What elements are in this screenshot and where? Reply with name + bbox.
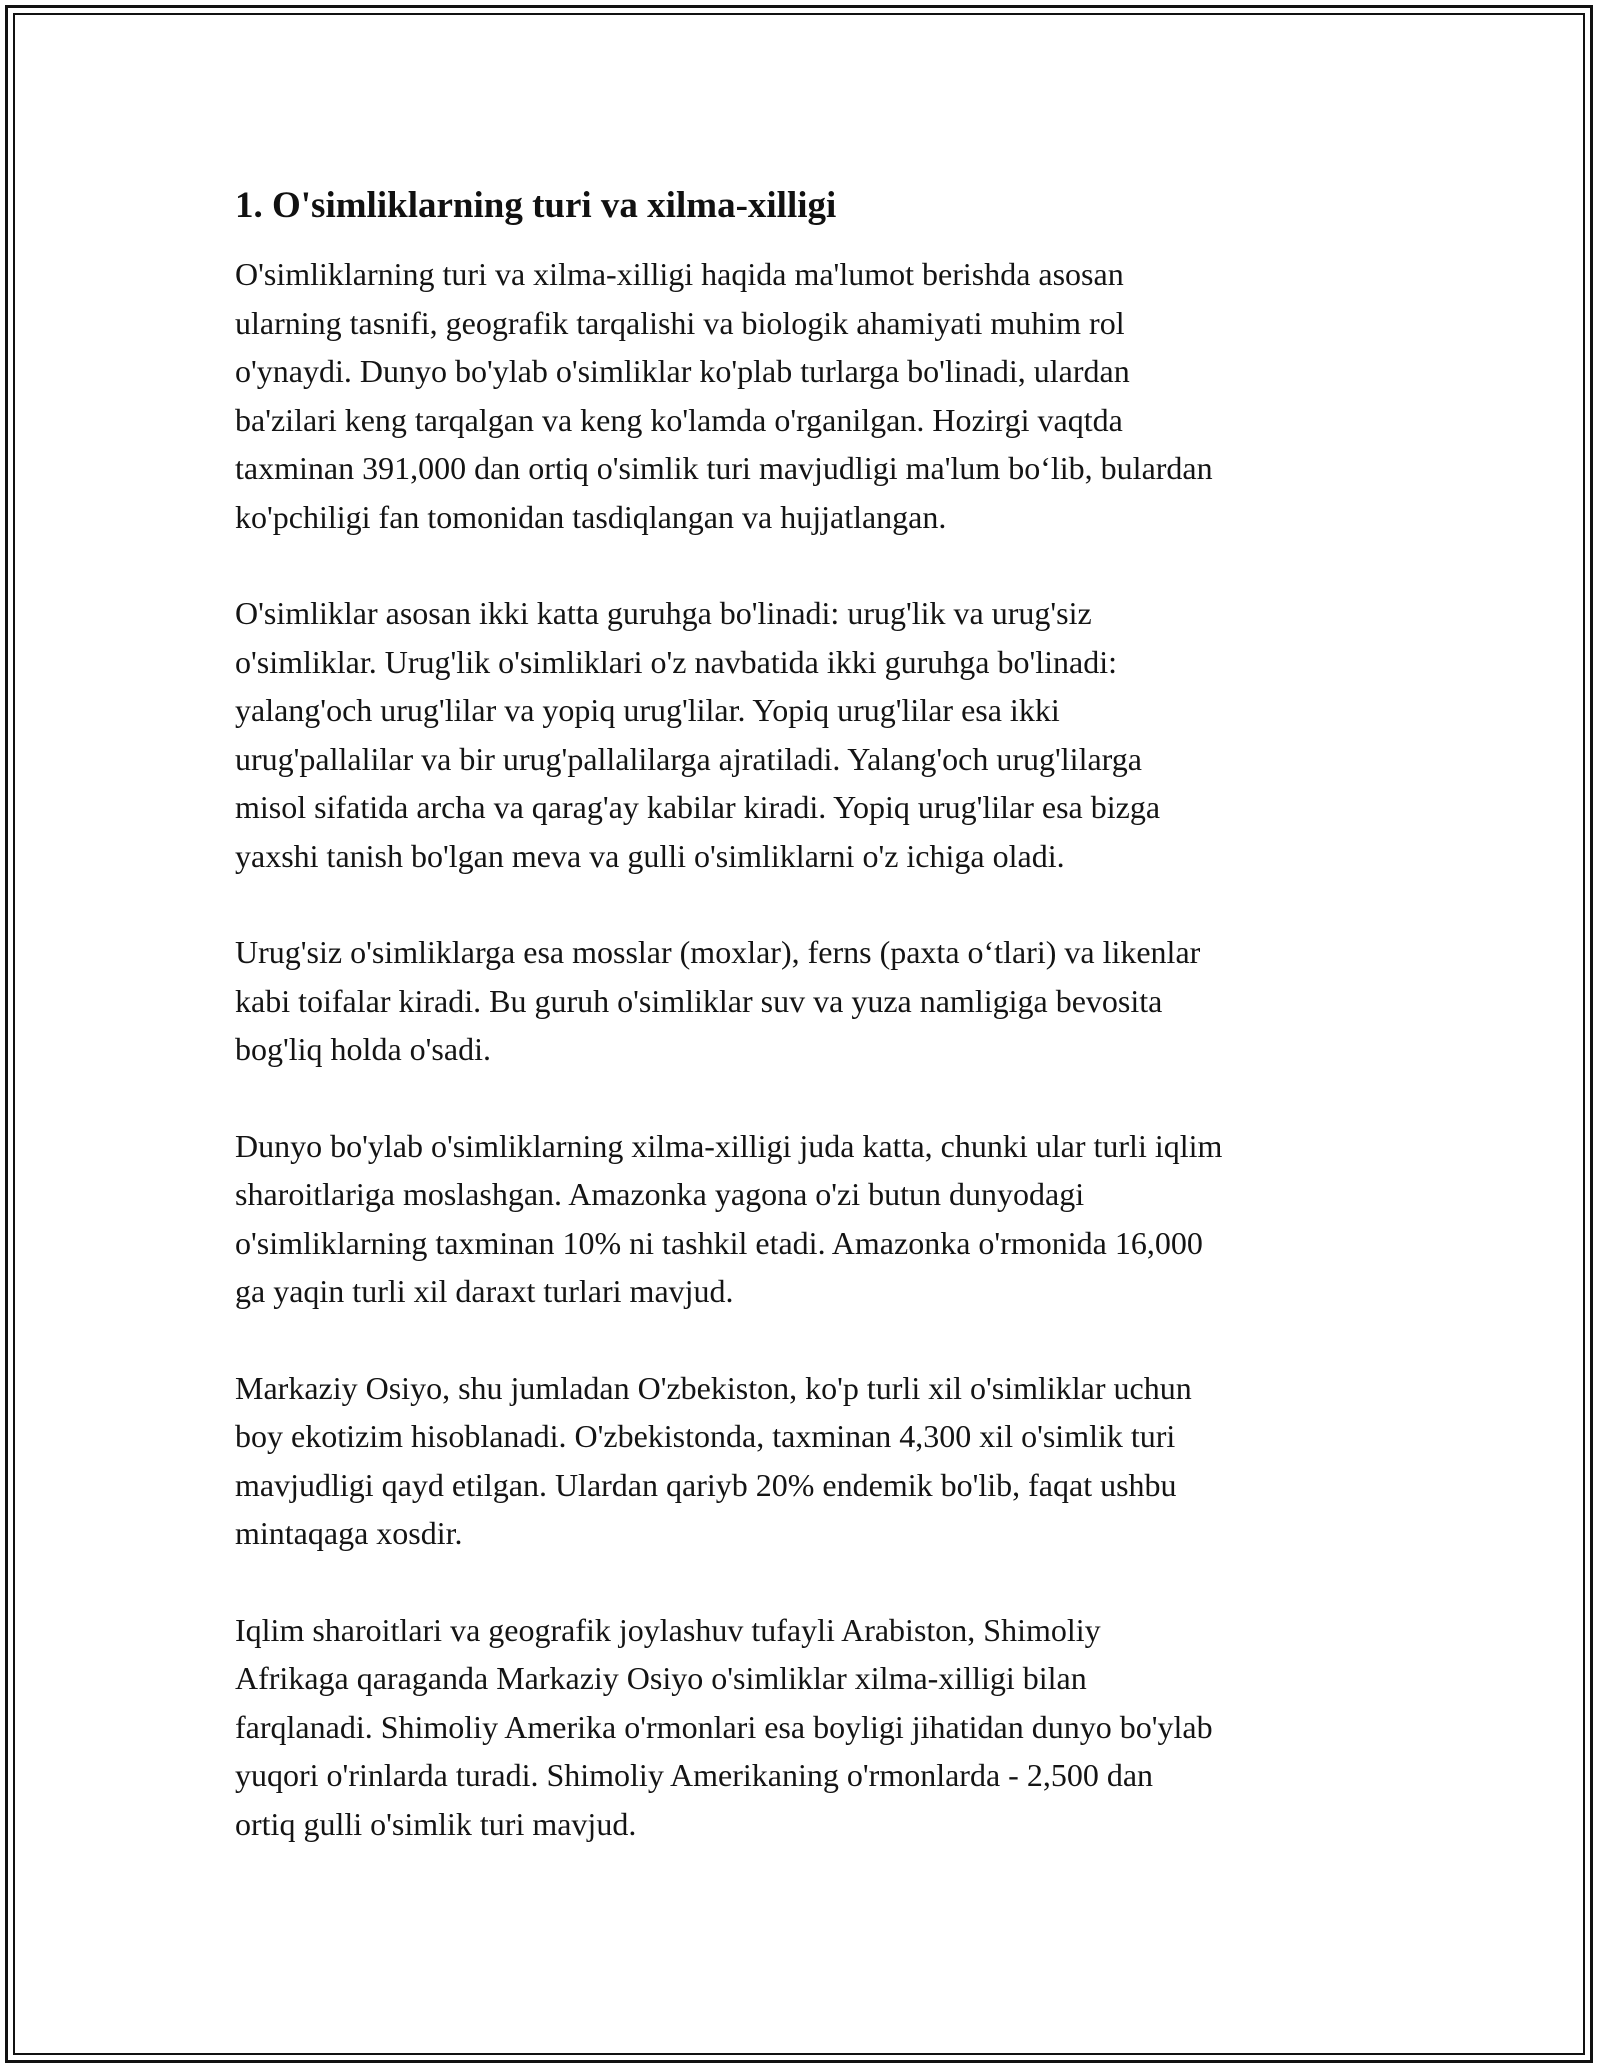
paragraph-line: ba'zilari keng tarqalgan va keng ko'lamda o'rganilgan. Hozirgi vaqtda — [235, 401, 1123, 438]
paragraph-line: o'ynaydi. Dunyo bo'ylab o'simliklar ko'plab turlarga bo'linadi, ulardan — [235, 353, 1130, 389]
paragraph-line: urug'pallalilar va bir urug'pallalilarga ajratiladi. Yalang'och urug'lilarga — [235, 740, 1142, 777]
paragraph-line: yuqori o'rinlarda turadi. Shimoliy Amerikaning o'rmonlarda - 2,500 dan — [235, 1757, 1154, 1793]
paragraph-line: o'simliklar. Urug'lik o'simliklari o'z navbatida ikki guruhga bo'linadi: — [235, 643, 1118, 680]
paragraph — [235, 1122, 1375, 1316]
paragraph-line: O'simliklarning turi va xilma-xilligi haqida ma'lumot berishda asosan — [235, 256, 1124, 292]
paragraph — [235, 1364, 1375, 1558]
paragraph-line: Markaziy Osiyo, shu jumladan O'zbekiston, ko'p turli xil o'simliklar uchun — [235, 1369, 1192, 1406]
paragraph-line: o'simliklarning taxminan 10% ni tashkil etadi. Amazonka o'rmonida 16,000 — [235, 1224, 1203, 1261]
paragraph-line: sharoitlariga moslashgan. Amazonka yagona o'zi butun dunyodagi — [235, 1176, 1085, 1212]
paragraph-line: misol sifatida archa va qarag'ay kabilar kiradi. Yopiq urug'lilar esa bizga — [235, 789, 1161, 825]
paragraph-line: yaxshi tanish bo'lgan meva va gulli o'simliklarni o'z ichiga oladi. — [235, 837, 1065, 874]
paragraph-line: mintaqaga xosdir. — [235, 1515, 463, 1551]
paragraph-line: ularning tasnifi, geografik tarqalishi va biologik ahamiyati muhim rol — [235, 304, 1125, 341]
paragraph-line: Urug'siz o'simliklarga esa mosslar (moxlar), ferns (paxta o‘tlari) va likenlar — [235, 934, 1201, 970]
paragraph — [235, 250, 1375, 541]
paragraph-line: bog'liq holda o'sadi. — [235, 1031, 491, 1067]
paragraph — [235, 589, 1375, 880]
paragraph-line: O'simliklar asosan ikki katta guruhga bo'linadi: urug'lik va urug'siz — [235, 595, 1092, 631]
paragraph-line: kabi toifalar kiradi. Bu guruh o'simliklar suv va yuza namligiga bevosita — [235, 982, 1163, 1019]
paragraph-line: boy ekotizim hisoblanadi. O'zbekistonda, taxminan 4,300 xil o'simlik turi — [235, 1418, 1176, 1454]
paragraph — [235, 1606, 1375, 1849]
paragraph — [235, 928, 1375, 1074]
paragraph-line: farqlanadi. Shimoliy Amerika o'rmonlari esa boyligi jihatidan dunyo bo'ylab — [235, 1708, 1213, 1745]
section-heading: 1. O'simliklarning turi va xilma-xilligi — [235, 185, 837, 226]
paragraph-line: Dunyo bo'ylab o'simliklarning xilma-xilligi juda katta, chunki ular turli iqlim — [235, 1127, 1223, 1164]
paragraph-line: Afrikaga qaraganda Markaziy Osiyo o'simliklar xilma-xilligi bilan — [235, 1660, 1087, 1696]
paragraph-line: ortiq gulli o'simlik turi mavjud. — [235, 1805, 637, 1842]
paragraph-line: yalang'och urug'lilar va yopiq urug'lilar. Yopiq urug'lilar esa ikki — [235, 692, 1060, 728]
document-body — [235, 182, 1375, 1896]
paragraph-line: mavjudligi qayd etilgan. Ulardan qariyb 20% endemik bo'lib, faqat ushbu — [235, 1466, 1177, 1503]
paragraph-line: ga yaqin turli xil daraxt turlari mavjud. — [235, 1273, 734, 1309]
paragraph-line: ko'pchiligi fan tomonidan tasdiqlangan va hujjatlangan. — [235, 498, 947, 535]
paragraphs-container — [235, 250, 1375, 1848]
paragraph-line: taxminan 391,000 dan ortiq o'simlik turi mavjudligi ma'lum bo‘lib, bulardan — [235, 450, 1213, 486]
paragraph-line: Iqlim sharoitlari va geografik joylashuv tufayli Arabiston, Shimoliy — [235, 1611, 1101, 1648]
